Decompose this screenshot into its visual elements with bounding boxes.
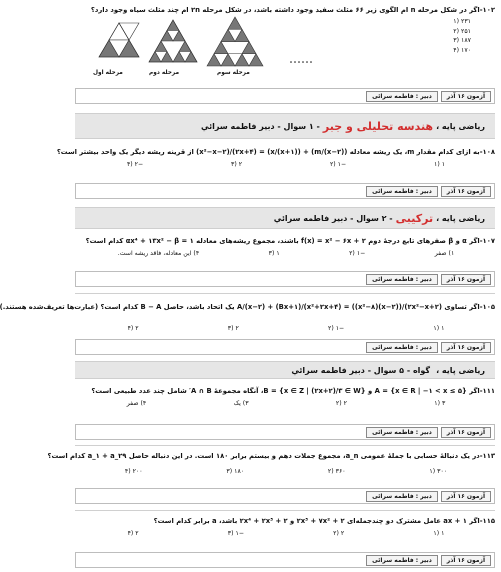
option-2[interactable]: ۳۶۰ (۲ (327, 468, 346, 475)
section-prefix: ریاضی پایه ، (436, 121, 485, 131)
option-1[interactable]: ۱) صفر (434, 250, 455, 257)
question-115 (77, 516, 495, 538)
option-3[interactable]: ۲ (۳ (227, 325, 239, 332)
option-3[interactable]: −۱ (۳ (227, 530, 245, 537)
option-4[interactable]: ۲۰۰ (۴ (124, 468, 143, 475)
question-text: ۱۰۵-اگر تساوی (۲x²−x+۲)/((x−۲)(x²−۸)) = A/(x−۲) + (Bx+۱)/(x²+۲x+۴) یک اتحاد باشد، حاصل B − A کدام است؟ (عبارت‌ها تعریف‌شده هستند.) (0, 303, 495, 311)
teacher-tag[interactable]: دبیر : فاطمه سرائی (366, 342, 438, 353)
options-111 (77, 399, 495, 408)
exam-tag[interactable]: آزمون ۱۶ آذر (441, 555, 491, 566)
question-text: ۱۱۵-اگر ax + ۱ عامل مشترک دو چندجمله‌ای ۲x³ + ۷x² + ۲ و ۲x⁴ + ۲x³ + ۲ باشد، a برابر کدام است؟ (153, 517, 495, 525)
teacher-tag[interactable]: دبیر : فاطمه سرائی (366, 427, 438, 438)
option-1[interactable]: ۳۰۰ (۱ (429, 468, 448, 475)
question-text: ۱۱۳-در یک دنبالهٔ حسابی با جملهٔ عمومی a_n، مجموع جملات دهم و بیستم برابر ۱۸۰ است. در این دنباله حاصل a_۱ + a_۲۹ کدام است؟ (47, 452, 495, 460)
teacher-tag[interactable]: دبیر : فاطمه سرائی (366, 274, 438, 285)
option-2[interactable]: ۲ (۲ (333, 530, 345, 537)
exam-tag[interactable]: آزمون ۱۶ آذر (441, 274, 491, 285)
option-4[interactable]: ۴) صفر (126, 400, 147, 407)
option-2[interactable]: ۲۵۱ (۲ (453, 27, 471, 35)
question-107 (77, 236, 495, 258)
exam-tag[interactable]: آزمون ۱۶ آذر (441, 491, 491, 502)
section-header-3 (75, 361, 495, 379)
option-3[interactable]: ۱۸۰ (۳ (226, 468, 245, 475)
section-prefix: ریاضی پایه ، (436, 365, 485, 375)
options-113 (77, 467, 495, 476)
question-text: ۱۰۷-اگر α و β صفرهای تابع درجهٔ دوم f(x) = x² − ۶x + ۲ باشند، مجموع ریشه‌های معادله ۱ = αx⁴ + ۱۳x² − β کدام است؟ (85, 237, 495, 245)
section-topic: ترکیبی (395, 211, 434, 225)
teacher-tag[interactable]: دبیر : فاطمه سرائی (366, 91, 438, 102)
question-108 (56, 147, 495, 169)
exam-tag[interactable]: آزمون ۱۶ آذر (441, 186, 491, 197)
option-4[interactable]: ۲ (۴ (127, 325, 139, 332)
question-tags (75, 488, 495, 504)
question-text: ۱۱۱-اگر A = {x ∈ R | −۱ < x ≤ ۵} و B = {x ∈ Z | (۲x+۲)/۳ ∈ W}، آنگاه مجموعهٔ A ∩ B′ شامل چند عدد طبیعی است؟ (91, 387, 495, 395)
teacher-tag[interactable]: دبیر : فاطمه سرائی (366, 555, 438, 566)
option-1[interactable]: ۱ (۱ (434, 161, 446, 168)
option-3[interactable]: ۱ (۳ (268, 250, 280, 257)
option-1[interactable]: ۲۳۱ (۱ (453, 18, 471, 25)
option-3[interactable]: ۱۸۷ (۳ (453, 37, 471, 44)
divider (75, 445, 495, 446)
exam-tag[interactable]: آزمون ۱۶ آذر (441, 91, 491, 102)
options-107 (77, 249, 495, 258)
section-suffix: گواه - ۵ سوال - دبیر فاطمه سرائي (291, 365, 431, 375)
question-113 (47, 451, 495, 476)
question-tags (75, 339, 495, 355)
stage-label-1: مرحله اول (93, 70, 123, 76)
triangle-pattern-figure (69, 0, 501, 90)
option-4[interactable]: ۲ (۴ (127, 530, 139, 537)
question-text: ۱۰۸-به ازای کدام مقدار m، یک ریشه معادله (m/(x−۲)) + (x/(x+۱)) = (۲x+۴)/(x²−x−۲) از قرینه ریشه دیگر یک واحد بیشتر است؟ (56, 148, 495, 156)
section-suffix: - ۲ سوال - دبیر فاطمه سرائي (273, 213, 393, 223)
option-1[interactable]: ۱ (۱ (433, 325, 445, 332)
option-2[interactable]: ۲ (۲ (335, 400, 347, 407)
option-1[interactable]: ۳ (۱ (434, 400, 446, 407)
options-105 (77, 324, 495, 333)
question-111 (77, 386, 495, 408)
option-3[interactable]: ۲ (۳ (231, 161, 243, 168)
section-header-2 (75, 207, 495, 229)
section-prefix: ریاضی پایه ، (436, 213, 485, 223)
question-tags (75, 552, 495, 568)
divider (75, 510, 495, 511)
question-tags (75, 183, 495, 199)
section-header-1 (75, 113, 495, 139)
question-text: ۱۰۲-اگر در شکل مرحله n ام الگوی زیر ۶۶ مثلث سفید وجود داشته باشد، در شکل مرحله ۲n ام چند مثلث سیاه وجود دارد؟ (90, 6, 495, 14)
exam-tag[interactable]: آزمون ۱۶ آذر (441, 427, 491, 438)
option-2[interactable]: −۱ (۲ (349, 250, 366, 257)
option-2[interactable]: −۱ (۲ (329, 161, 347, 168)
option-2[interactable]: −۱ (۲ (327, 325, 345, 332)
question-tags (75, 271, 495, 287)
divider (75, 293, 495, 294)
teacher-tag[interactable]: دبیر : فاطمه سرائی (366, 491, 438, 502)
exam-tag[interactable]: آزمون ۱۶ آذر (441, 342, 491, 353)
section-suffix: - ۱ سوال - دبیر فاطمه سرائي (201, 121, 320, 131)
stage-label-2: مرحله دوم (149, 70, 180, 76)
question-tags (75, 88, 495, 104)
question-tags (75, 424, 495, 440)
options-108 (77, 160, 495, 169)
options-115 (77, 529, 495, 538)
section-topic: هندسه تحلیلی و جبر (322, 119, 434, 133)
option-4[interactable]: ۴) این معادله، فاقد ریشه است. (117, 250, 200, 257)
stage-label-3: مرحله سوم (217, 70, 250, 76)
question-105 (0, 302, 495, 333)
option-1[interactable]: ۱ (۱ (433, 530, 445, 537)
teacher-tag[interactable]: دبیر : فاطمه سرائی (366, 186, 438, 197)
option-3[interactable]: ۳) یک (233, 400, 249, 407)
option-4[interactable]: ۱۷۰ (۴ (453, 46, 471, 54)
option-4[interactable]: −۲ (۴ (126, 161, 144, 168)
